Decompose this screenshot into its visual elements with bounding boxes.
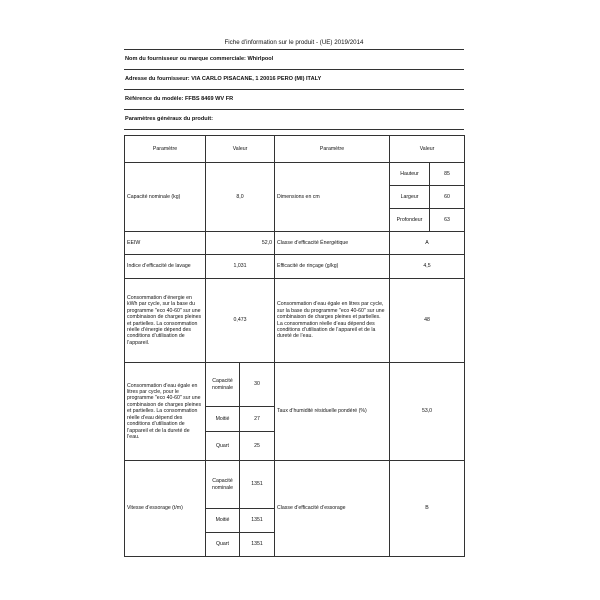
dimensions-label: Dimensions en cm [275, 163, 390, 232]
table-row [125, 363, 465, 407]
height-label: Hauteur [390, 163, 430, 186]
load-full-label: Capacité nominale [206, 363, 240, 407]
general-params-line: Paramètres généraux du produit: [124, 109, 464, 130]
table-row [125, 163, 465, 186]
humidity-value: 53,0 [390, 363, 465, 461]
width-value: 60 [430, 186, 465, 209]
load-quarter-label: Quart [206, 432, 240, 461]
model-line: Référence du modèle: FFBS 8469 WV FR [124, 89, 464, 109]
sheet-title: Fiche d’information sur le produit - (UE) 2019/2014 [224, 39, 364, 46]
spin-class-label: Classe d’efficacité d’essorage [275, 461, 390, 557]
depth-value: 63 [430, 209, 465, 232]
load-half-label: Moitié [206, 407, 240, 432]
col-param-right: Paramètre [275, 136, 390, 163]
capacity-value: 8,0 [206, 163, 275, 232]
eei-value: 52,0 [206, 232, 275, 255]
address-line: Adresse du fournisseur: VIA CARLO PISACANE, 1 20016 PERO (MI) ITALY [124, 69, 464, 89]
table-header-row [125, 136, 465, 163]
capacity-label: Capacité nominale (kg) [125, 163, 206, 232]
spin-half-load-label: Moitié [206, 509, 240, 533]
water-cycle-value: 48 [390, 279, 465, 363]
spin-half-value: 1351 [240, 509, 275, 533]
spin-full-load-label: Capacité nominale [206, 461, 240, 509]
water-cycle-label: Consommation d’eau égale en litres par cycle, sur la base du programme "eco 40-60" sur une combinaison de charges pleines et partielles. La consommation réelle d’eau dépend des conditions d’utilisation de l’appareil et de la dureté de l’eau. [275, 279, 390, 363]
height-value: 85 [430, 163, 465, 186]
wash-index-label: Indice d’efficacité de lavage [125, 255, 206, 279]
table-row [125, 255, 465, 279]
rinse-value: 4,5 [390, 255, 465, 279]
water-quarter-value: 25 [240, 432, 275, 461]
water-half-value: 27 [240, 407, 275, 432]
spin-class-value: B [390, 461, 465, 557]
energy-class-label: Classe d’efficacité Énergétique [275, 232, 390, 255]
water-load-label: Consommation d’eau égale en litres par cycle, pour le programme "eco 40-60" sur une combinaison de charges pleines et partielles. La consommation réelle d’eau dépend des conditions d’utilisation de l’appareil et de la dureté de l’eau. [125, 363, 206, 461]
energy-consumption-value: 0,473 [206, 279, 275, 363]
table-row [125, 461, 465, 509]
spin-quarter-value: 1351 [240, 533, 275, 557]
parameters-table [124, 135, 465, 557]
humidity-label: Taux d’humidité résiduelle pondéré (%) [275, 363, 390, 461]
spin-quarter-load-label: Quart [206, 533, 240, 557]
table-row [125, 279, 465, 363]
spin-full-value: 1351 [240, 461, 275, 509]
rinse-label: Efficacité de rinçage (g/kg) [275, 255, 390, 279]
energy-consumption-label: Consommation d’énergie en kWh par cycle, sur la base du programme "eco 40-60" sur une combinaison de charges pleines et partielles. La consommation réelle d’énergie dépend des conditions d’utilisation de l’appareil. [125, 279, 206, 363]
water-full-value: 30 [240, 363, 275, 407]
wash-index-value: 1,031 [206, 255, 275, 279]
width-label: Largeur [390, 186, 430, 209]
col-value-right: Valeur [390, 136, 465, 163]
table-row [125, 232, 465, 255]
energy-class-value: A [390, 232, 465, 255]
col-value-left: Valeur [206, 136, 275, 163]
eei-label: EEIW [125, 232, 206, 255]
spin-speed-label: Vitesse d’essorage (t/m) [125, 461, 206, 557]
product-info-sheet [124, 36, 464, 557]
col-param-left: Paramètre [125, 136, 206, 163]
supplier-line: Nom du fournisseur ou marque commerciale: Whirlpool [124, 49, 464, 69]
depth-label: Profondeur [390, 209, 430, 232]
